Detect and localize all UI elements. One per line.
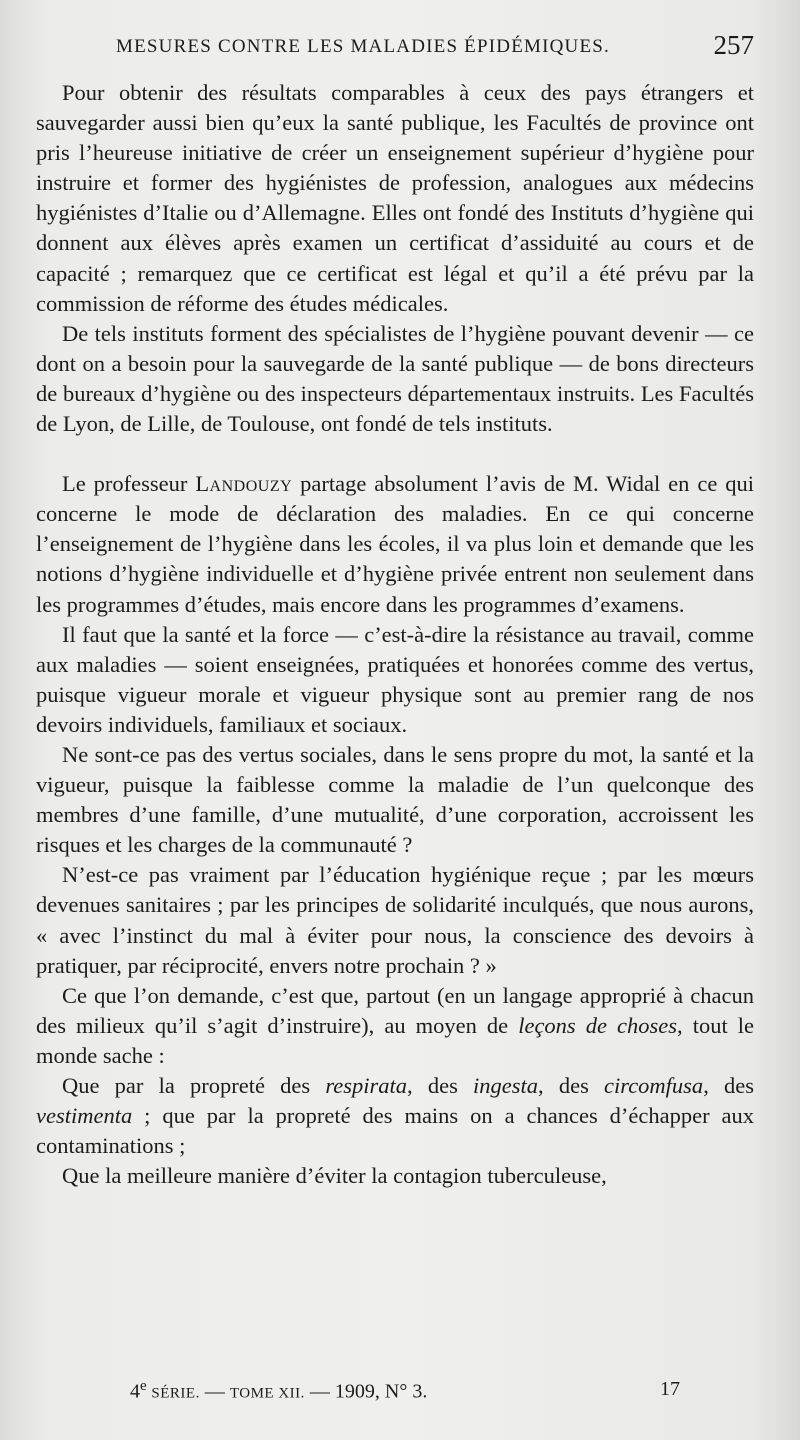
paragraph (36, 1071, 754, 1161)
paragraph-text: Ce que l’on demande, c’est que, partout (en un langage approprié à chacun des milieux qu’il s’agit d’instruire), au moyen de (36, 982, 754, 1038)
paragraph-text: Pour obtenir des résultats comparables à ceux des pays étrangers et sauvegarder aussi bien qu’eux la santé publique, les Facultés de province ont pris l’heureuse initiative de créer un enseignement supérieur d’hygiène pour instruire et former des hygiénistes de profession, analogues aux médecins hygiénistes d’Italie ou d’Allemagne. Elles ont fondé des Instituts d’hygiène qui donnent aux élèves après examen un certificat d’assiduité au cours et de capacité ; remarquez que ce certificat est légal et qu’il a été prévu par la commission de réforme des études médicales. (36, 80, 754, 316)
author-name: Landouzy (195, 471, 293, 497)
italic-phrase: leçons de choses (518, 1012, 678, 1038)
paragraph-text: , des (703, 1073, 754, 1098)
paragraph (36, 319, 754, 439)
paragraph-text: , tout le monde sache : (36, 1012, 754, 1068)
paragraph-text: N’est-ce pas vraiment par l’éducation hygiénique reçue ; par les mœurs devenues sanitaires ; par les principes de solidarité inculqués, que nous aurons, « avec l’instinct du mal à éviter pour nous, la conscience des devoirs à pratiquer, par réciprocité, envers notre prochain ? » (36, 862, 754, 978)
paragraph-text: Que la meilleure manière d’éviter la contagion tuberculeuse, (62, 1163, 607, 1189)
paragraph-text: Il faut que la santé et la force — c’est-à-dire la résistance au travail, comme aux maladies — soient enseignées, pratiquées et honorées comme des vertus, puisque vigueur morale et vigueur physique sont au premier rang de nos devoirs individuels, familiaux et sociaux. (36, 621, 754, 737)
series-ordinal: e (140, 1378, 148, 1394)
paragraph (36, 981, 754, 1071)
running-title: MESURES CONTRE LES MALADIES ÉPIDÉMIQUES. (116, 36, 610, 57)
paragraph-text: Que par la propreté des (62, 1073, 326, 1098)
body-text (36, 78, 754, 1191)
paragraph (36, 78, 754, 319)
page-header (60, 30, 754, 70)
latin-term: vestimenta (36, 1103, 133, 1129)
paragraph (36, 469, 754, 619)
paragraph-text: De tels instituts forment des spécialistes de l’hygiène pouvant devenir — ce dont on a besoin pour la sauvegarde de la santé publique — de bons directeurs de bureaux d’hygiène ou des inspecteurs départementaux instruits. Les Facultés de Lyon, de Lille, de Toulouse, ont fondé de tels instituts. (36, 320, 754, 437)
paragraph-text: , des (407, 1073, 474, 1098)
page-footer (130, 1378, 680, 1408)
separator: — (199, 1380, 230, 1403)
paragraph-text: Ne sont-ce pas des vertus sociales, dans le sens propre du mot, la santé et la vigueur, puisque la faiblesse comme la maladie de l’un quelconque des membres d’une famille, d’une mutualité, d’une corporation, accroissent les risques et les charges de la communauté ? (36, 741, 754, 858)
paragraph (36, 1161, 754, 1191)
latin-term: ingesta (473, 1073, 539, 1098)
paragraph (36, 620, 754, 740)
signature-mark: 17 (660, 1378, 680, 1400)
paragraph-text: Le professeur (62, 471, 196, 497)
paragraph-text: , des (538, 1073, 605, 1098)
separator: — (304, 1380, 335, 1403)
paragraph-text: partage absolument l’avis de M. Widal en ce qui concerne le mode de déclaration des maladies. En ce qui concerne l’enseignement de l’hygiène dans les écoles, il va plus loin et demande que les notions d’hygiène individuelle et d’hygiène privée entrent non seulement dans les programmes d’études, mais encore dans les programmes d’examens. (36, 471, 754, 617)
series-word: SÉRIE. (147, 1385, 200, 1402)
latin-term: respirata (325, 1073, 408, 1098)
series-number: 4 (130, 1380, 140, 1403)
paragraph-text: ; que par la propreté des mains on a chances d’échapper aux contaminations ; (36, 1103, 754, 1159)
latin-term: circomfusa (604, 1073, 704, 1098)
footer-citation (130, 1378, 427, 1404)
paragraph (36, 740, 754, 860)
tome-label: TOME XII. (229, 1385, 305, 1402)
year-issue: 1909, N° 3. (334, 1380, 428, 1403)
paragraph (36, 860, 754, 980)
page-number: 257 (713, 30, 754, 60)
